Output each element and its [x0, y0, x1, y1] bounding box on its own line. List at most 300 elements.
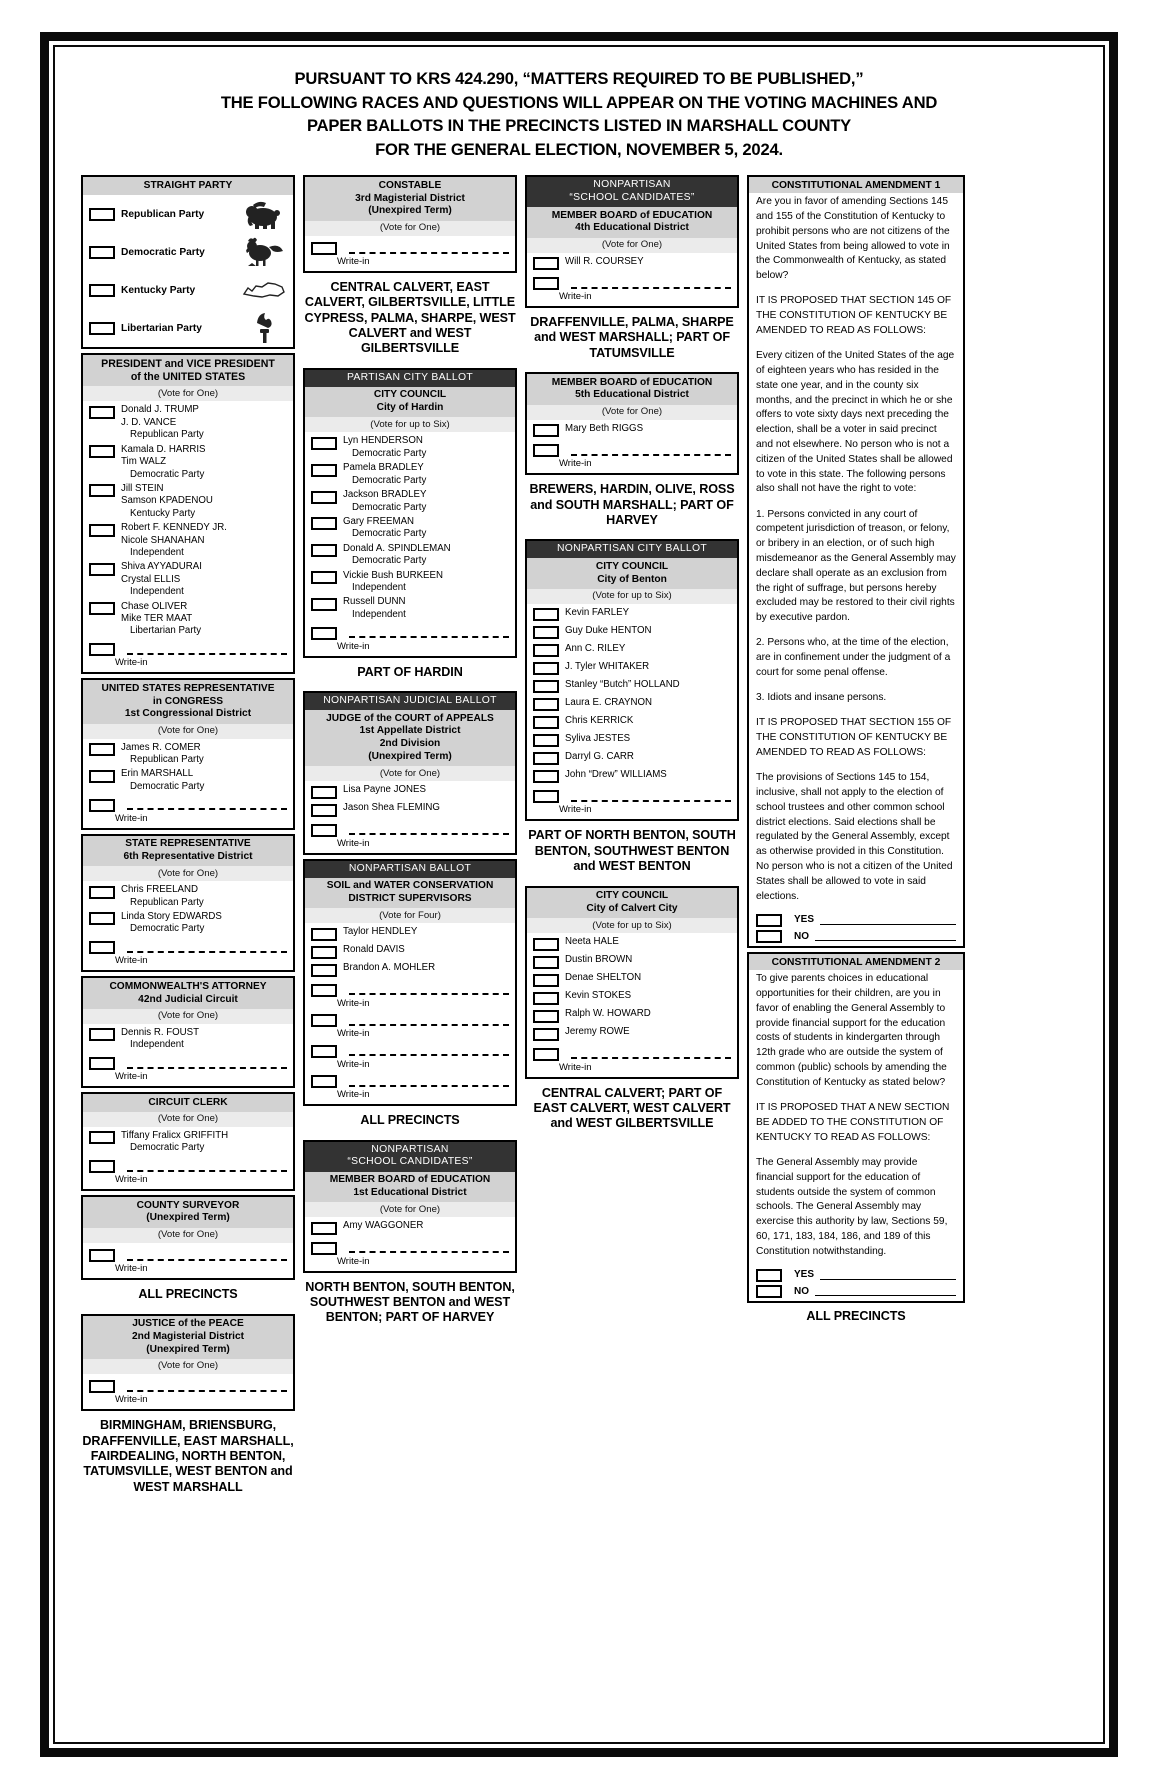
- contest-circuit-clerk: [81, 1092, 295, 1191]
- office-line-2: 4th Educational District: [575, 222, 689, 234]
- vote-box[interactable]: [533, 257, 559, 270]
- candidate-row[interactable]: [527, 972, 737, 988]
- vote-for-instruction: (Vote for One): [83, 1112, 293, 1127]
- vote-box[interactable]: [311, 1242, 337, 1255]
- write-in-row[interactable]: [527, 274, 737, 291]
- write-in-line[interactable]: [349, 1024, 509, 1026]
- president-candidates: [83, 401, 293, 672]
- office-line-1: PRESIDENT and VICE PRESIDENT: [101, 357, 275, 370]
- office-line-1: MEMBER BOARD of EDUCATION: [551, 376, 713, 388]
- candidate-row[interactable]: [527, 954, 737, 970]
- circuit-clerk-office-title: [83, 1094, 293, 1112]
- office-line-2: City of Benton: [597, 573, 667, 585]
- candidate-row[interactable]: [305, 784, 515, 800]
- precinct-caption: ALL PRECINCTS: [138, 1287, 238, 1302]
- write-in-row[interactable]: [83, 795, 293, 812]
- candidate-party: Independent: [130, 546, 184, 558]
- amendment-paragraph: 3. Idiots and insane persons.: [756, 692, 887, 704]
- vote-box[interactable]: [311, 786, 337, 799]
- write-in-line[interactable]: [127, 808, 287, 810]
- candidate-row[interactable]: [83, 522, 293, 559]
- vote-box[interactable]: [311, 544, 337, 557]
- candidate-row[interactable]: [527, 256, 737, 272]
- candidate-row[interactable]: [83, 404, 293, 441]
- precinct-caption: CENTRAL CALVERT, EAST CALVERT, GILBERTSVILLE, LITTLE CYPRESS, PALMA, SHARPE, WEST CALVERT and WEST GILBERTSVILLE: [304, 280, 516, 356]
- running-mate-name: J. D. VANCE: [121, 416, 177, 428]
- write-in-line[interactable]: [349, 993, 509, 995]
- candidate-row[interactable]: [527, 643, 737, 659]
- vote-box[interactable]: [89, 246, 115, 259]
- candidate-row[interactable]: [305, 489, 515, 514]
- candidate-name: Laura E. CRAYNON: [565, 696, 653, 708]
- vote-box[interactable]: [533, 698, 559, 711]
- write-in-row[interactable]: [305, 1041, 515, 1058]
- vote-box[interactable]: [311, 464, 337, 477]
- ballot-type-banner: NONPARTISAN BALLOT: [305, 861, 515, 878]
- running-mate-name: Crystal ELLIS: [121, 573, 181, 585]
- vote-for-instruction: (Vote for One): [527, 405, 737, 420]
- candidate-row[interactable]: [527, 607, 737, 623]
- vote-box[interactable]: [311, 598, 337, 611]
- write-in-row[interactable]: [305, 239, 515, 256]
- header-line-3: PAPER BALLOTS IN THE PRECINCTS LISTED IN MARSHALL COUNTY: [306, 116, 852, 136]
- vote-box[interactable]: [311, 964, 337, 977]
- candidate-name: Robert F. KENNEDY JR.: [121, 522, 227, 534]
- straight-party-democratic[interactable]: [83, 233, 293, 271]
- amendment-2-yes-option[interactable]: [749, 1265, 963, 1282]
- precinct-caption: NORTH BENTON, SOUTH BENTON, SOUTHWEST BENTON and WEST BENTON; PART OF HARVEY: [305, 1279, 515, 1325]
- candidate-name: Amy WAGGONER: [343, 1220, 424, 1232]
- vote-box[interactable]: [89, 799, 115, 812]
- candidate-row[interactable]: [527, 715, 737, 731]
- contest-justice-of-the-peace: [81, 1314, 295, 1412]
- soil-water-candidates: [305, 923, 515, 1104]
- party-label: Libertarian Party: [121, 322, 202, 334]
- vote-box[interactable]: [89, 941, 115, 954]
- benton-council-office-title: [527, 558, 737, 589]
- candidate-name: Donald J. TRUMP: [121, 404, 199, 416]
- write-in-label: Write-in: [559, 291, 592, 303]
- party-label: Kentucky Party: [121, 284, 196, 296]
- vote-for-instruction: (Vote for One): [83, 866, 293, 881]
- office-line-1: SOIL and WATER CONSERVATION: [326, 880, 494, 892]
- vote-box[interactable]: [89, 770, 115, 783]
- candidate-row[interactable]: [305, 570, 515, 595]
- vote-box[interactable]: [311, 627, 337, 640]
- write-in-line[interactable]: [571, 454, 731, 456]
- candidate-row[interactable]: [305, 962, 515, 978]
- candidate-row[interactable]: [527, 1026, 737, 1042]
- candidate-name: Lyn HENDERSON: [343, 435, 423, 447]
- vote-box[interactable]: [311, 517, 337, 530]
- torch-emblem: [241, 311, 287, 345]
- banner-line-2: “SCHOOL CANDIDATES”: [347, 1156, 473, 1168]
- candidate-party: Libertarian Party: [130, 625, 202, 637]
- vote-box[interactable]: [533, 644, 559, 657]
- candidate-row[interactable]: [83, 742, 293, 767]
- candidate-name: Denae SHELTON: [565, 972, 642, 984]
- vote-box[interactable]: [89, 322, 115, 335]
- write-in-label: Write-in: [337, 1255, 370, 1267]
- candidate-name: Will R. COURSEY: [565, 255, 644, 267]
- us-rep-office-title: [83, 680, 293, 723]
- vote-box[interactable]: [756, 930, 782, 943]
- candidate-name: Tiffany Fralicx GRIFFITH: [121, 1129, 229, 1141]
- amendment-1-no-option[interactable]: [749, 927, 963, 944]
- write-in-row[interactable]: [305, 623, 515, 640]
- write-in-row[interactable]: [83, 640, 293, 657]
- vote-box[interactable]: [89, 1380, 115, 1393]
- candidate-row[interactable]: [83, 911, 293, 936]
- write-in-line[interactable]: [127, 1067, 287, 1069]
- amendment-1-yes-option[interactable]: [749, 910, 963, 927]
- office-line-1: COMMONWEALTH'S ATTORNEY: [109, 980, 267, 992]
- office-line-1: UNITED STATES REPRESENTATIVE: [101, 682, 275, 694]
- office-line-3: 2nd Division: [379, 738, 441, 750]
- vote-box[interactable]: [533, 974, 559, 987]
- write-in-line[interactable]: [349, 1085, 509, 1087]
- vote-box[interactable]: [533, 608, 559, 621]
- vote-box[interactable]: [89, 284, 115, 297]
- vote-box[interactable]: [533, 752, 559, 765]
- amendment-paragraph: To give parents choices in educational opportunities for their children, are you in favor of enabling the General Assembly to provide financial support for the education costs of students in kindergarten through 12th grade who are outside the system of common (public) schools by amending the Constitution of Kentucky as stated below?: [756, 973, 947, 1088]
- precinct-caption: PART OF HARDIN: [357, 664, 463, 679]
- circuit-clerk-candidates: [83, 1127, 293, 1189]
- write-in-line[interactable]: [127, 1170, 287, 1172]
- candidate-name: Lisa Payne JONES: [343, 784, 426, 796]
- vote-box[interactable]: [89, 445, 115, 458]
- contest-constable: [303, 175, 517, 273]
- candidate-name: James R. COMER: [121, 741, 201, 753]
- us-rep-candidates: [83, 739, 293, 828]
- write-in-line[interactable]: [571, 287, 731, 289]
- vote-box[interactable]: [311, 928, 337, 941]
- vote-box[interactable]: [89, 406, 115, 419]
- write-in-line[interactable]: [349, 1054, 509, 1056]
- vote-box[interactable]: [533, 424, 559, 437]
- candidate-name: Linda Story EDWARDS: [121, 910, 222, 922]
- contest-soil-water-supervisors: [303, 859, 517, 1107]
- write-in-row[interactable]: [305, 820, 515, 837]
- vote-box[interactable]: [89, 1028, 115, 1041]
- ballot-notice-page: [40, 32, 1118, 1757]
- candidate-row[interactable]: [83, 1027, 293, 1052]
- candidate-party: Republican Party: [130, 896, 204, 908]
- vote-for-instruction: (Vote for up to Six): [305, 417, 515, 432]
- vote-box[interactable]: [533, 1010, 559, 1023]
- write-in-line[interactable]: [127, 1259, 287, 1261]
- candidate-row[interactable]: [83, 601, 293, 638]
- office-line-2: 6th Representative District: [123, 850, 253, 862]
- write-in-line[interactable]: [127, 1390, 287, 1392]
- candidate-name: Guy Duke HENTON: [565, 624, 652, 636]
- write-in-row[interactable]: [527, 787, 737, 804]
- write-in-label: Write-in: [337, 837, 370, 849]
- candidate-name: Chris FREELAND: [121, 884, 198, 896]
- ballot-type-banner: NONPARTISAN JUDICIAL BALLOT: [305, 693, 515, 710]
- vote-box[interactable]: [89, 524, 115, 537]
- candidate-name: Ann C. RILEY: [565, 642, 626, 654]
- vote-box[interactable]: [533, 770, 559, 783]
- vote-box[interactable]: [311, 491, 337, 504]
- banner-line-2: “SCHOOL CANDIDATES”: [569, 191, 695, 203]
- candidate-party: Democratic Party: [352, 474, 427, 486]
- write-in-line[interactable]: [127, 951, 287, 953]
- contest-school-board-1st-district: [303, 1140, 517, 1273]
- office-line-2: 2nd Magisterial District: [131, 1330, 245, 1342]
- office-line-2: City of Hardin: [376, 402, 444, 414]
- candidate-name: Stanley “Butch” HOLLAND: [565, 678, 680, 690]
- contest-county-surveyor: [81, 1195, 295, 1280]
- running-mate-name: Tim WALZ: [121, 456, 167, 468]
- vote-box[interactable]: [89, 1160, 115, 1173]
- candidate-name: Jackson BRADLEY: [343, 489, 427, 501]
- vote-box[interactable]: [89, 484, 115, 497]
- candidate-name: Darryl G. CARR: [565, 750, 634, 762]
- write-in-line[interactable]: [349, 252, 509, 254]
- candidate-party: Independent: [130, 586, 184, 598]
- candidate-row[interactable]: [527, 769, 737, 785]
- office-line-1: STATE REPRESENTATIVE: [125, 838, 251, 850]
- vote-box[interactable]: [311, 1045, 337, 1058]
- candidate-name: Chase OLIVER: [121, 600, 188, 612]
- candidate-row[interactable]: [83, 768, 293, 793]
- vote-box[interactable]: [89, 208, 115, 221]
- vote-box[interactable]: [533, 680, 559, 693]
- commonwealth-attorney-office-title: [83, 978, 293, 1009]
- write-in-row[interactable]: [305, 1072, 515, 1089]
- contest-benton-city-council: [525, 539, 739, 821]
- amendment-paragraph: The General Assembly may provide financial support for the education of students outside the system of common schools. The General Assembly may exercise this authority by law, Sections 59, 60, 171, 183, 184, 186, and 189 of this Constitution notwithstanding.: [756, 1156, 948, 1257]
- candidate-row[interactable]: [527, 733, 737, 749]
- school4-candidates: [527, 253, 737, 307]
- write-in-row[interactable]: [305, 1011, 515, 1028]
- write-in-line[interactable]: [349, 636, 509, 638]
- write-in-line[interactable]: [349, 1251, 509, 1253]
- header-line-4: FOR THE GENERAL ELECTION, NOVEMBER 5, 2024.: [375, 139, 783, 159]
- candidate-row[interactable]: [83, 561, 293, 598]
- candidate-party: Independent: [130, 1039, 184, 1051]
- amendment-1-title: CONSTITUTIONAL AMENDMENT 1: [749, 177, 963, 193]
- candidate-name: Pamela BRADLEY: [343, 462, 424, 474]
- state-rep-candidates: [83, 881, 293, 970]
- candidate-row[interactable]: [305, 435, 515, 460]
- write-in-row[interactable]: [83, 1054, 293, 1071]
- precinct-caption: BREWERS, HARDIN, OLIVE, ROSS and SOUTH MARSHALL; PART OF HARVEY: [529, 482, 735, 527]
- candidate-row[interactable]: [305, 802, 515, 818]
- write-in-row[interactable]: [305, 1238, 515, 1255]
- write-in-row[interactable]: [83, 1157, 293, 1174]
- vote-box[interactable]: [89, 886, 115, 899]
- page-title: [63, 51, 1095, 171]
- header-line-1: PURSUANT TO KRS 424.290, “MATTERS REQUIRED TO BE PUBLISHED,”: [294, 69, 864, 88]
- rooster-emblem: [241, 235, 287, 269]
- benton-council-candidates: [527, 604, 737, 820]
- constable-office-title: [305, 177, 515, 220]
- write-in-row[interactable]: [83, 938, 293, 955]
- contest-president: [81, 353, 295, 674]
- write-in-label: Write-in: [115, 1394, 148, 1406]
- elephant-emblem: [241, 197, 287, 231]
- vote-box[interactable]: [89, 563, 115, 576]
- straight-party-republican[interactable]: [83, 195, 293, 233]
- vote-box[interactable]: [311, 1075, 337, 1088]
- write-in-label: Write-in: [337, 640, 370, 652]
- candidate-row[interactable]: [305, 516, 515, 541]
- candidate-row[interactable]: [83, 483, 293, 520]
- vote-box[interactable]: [533, 790, 559, 803]
- candidate-name: Jeremy ROWE: [565, 1026, 630, 1038]
- candidate-party: Democratic Party: [352, 528, 427, 540]
- vote-for-instruction: (Vote for One): [305, 221, 515, 236]
- vote-box[interactable]: [756, 914, 782, 927]
- candidate-row[interactable]: [83, 884, 293, 909]
- vote-for-instruction: (Vote for One): [83, 1009, 293, 1024]
- vote-box[interactable]: [311, 1014, 337, 1027]
- banner-line-1: NONPARTISAN: [593, 179, 671, 191]
- amendment-1-body: [749, 193, 963, 910]
- candidate-row[interactable]: [527, 936, 737, 952]
- candidate-party: Democratic Party: [130, 1142, 205, 1154]
- candidate-party: Democratic Party: [130, 923, 205, 935]
- candidate-row[interactable]: [527, 661, 737, 677]
- write-in-label: Write-in: [115, 657, 148, 669]
- candidate-party: Democratic Party: [352, 501, 427, 513]
- write-in-line[interactable]: [349, 833, 509, 835]
- write-in-label: Write-in: [115, 812, 148, 824]
- vote-box[interactable]: [756, 1285, 782, 1298]
- vote-box[interactable]: [533, 1028, 559, 1041]
- candidate-row[interactable]: [527, 423, 737, 439]
- candidate-row[interactable]: [527, 1008, 737, 1024]
- write-in-line[interactable]: [127, 653, 287, 655]
- vote-box[interactable]: [89, 1057, 115, 1070]
- vote-box[interactable]: [311, 824, 337, 837]
- vote-box[interactable]: [533, 956, 559, 969]
- candidate-party: Independent: [352, 581, 406, 593]
- contest-state-representative: [81, 834, 295, 973]
- write-in-row[interactable]: [305, 980, 515, 997]
- straight-party-kentucky[interactable]: [83, 271, 293, 309]
- write-in-row[interactable]: [83, 1246, 293, 1263]
- precinct-caption: BIRMINGHAM, BRIENSBURG, DRAFFENVILLE, EAST MARSHALL, FAIRDEALING, NORTH BENTON, TATUMSVILLE, WEST BENTON and WEST MARSHALL: [82, 1418, 294, 1494]
- vote-box[interactable]: [533, 992, 559, 1005]
- candidate-row[interactable]: [305, 944, 515, 960]
- candidate-row[interactable]: [83, 444, 293, 481]
- vote-box[interactable]: [311, 1222, 337, 1235]
- candidate-row[interactable]: [527, 990, 737, 1006]
- office-line-2: 1st Appellate District: [359, 725, 461, 737]
- vote-box[interactable]: [756, 1269, 782, 1282]
- write-in-row[interactable]: [527, 441, 737, 458]
- party-label: Democratic Party: [121, 246, 205, 258]
- office-line-1: MEMBER BOARD of EDUCATION: [551, 209, 713, 221]
- candidate-name: Brandon A. MOHLER: [343, 962, 436, 974]
- ballot-type-banner: [527, 177, 737, 207]
- vote-box[interactable]: [89, 1131, 115, 1144]
- precinct-caption: CENTRAL CALVERT; PART OF EAST CALVERT, WEST CALVERT and WEST GILBERTSVILLE: [533, 1085, 731, 1131]
- candidate-party: Republican Party: [130, 429, 204, 441]
- write-in-label: Write-in: [337, 1028, 370, 1040]
- straight-party-title: STRAIGHT PARTY: [83, 177, 293, 195]
- candidate-row[interactable]: [305, 596, 515, 621]
- vote-box[interactable]: [533, 277, 559, 290]
- office-line-1: CIRCUIT CLERK: [148, 1096, 228, 1108]
- vote-box[interactable]: [533, 716, 559, 729]
- straight-party-options: [83, 195, 293, 347]
- calvert-council-office-title: [527, 888, 737, 919]
- ballot-type-banner: [305, 1142, 515, 1172]
- option-rule: [815, 1286, 956, 1296]
- vote-box[interactable]: [533, 662, 559, 675]
- write-in-row[interactable]: [83, 1377, 293, 1394]
- vote-box[interactable]: [533, 1048, 559, 1061]
- candidate-row[interactable]: [83, 1130, 293, 1155]
- vote-box[interactable]: [89, 643, 115, 656]
- candidate-party: Democratic Party: [352, 555, 427, 567]
- write-in-row[interactable]: [527, 1044, 737, 1061]
- ballot-type-banner: NONPARTISAN CITY BALLOT: [527, 541, 737, 558]
- candidate-name: Kevin FARLEY: [565, 606, 630, 618]
- vote-box[interactable]: [311, 984, 337, 997]
- amendment-2-no-option[interactable]: [749, 1282, 963, 1299]
- vote-box[interactable]: [89, 1249, 115, 1262]
- vote-box[interactable]: [533, 734, 559, 747]
- candidate-row[interactable]: [527, 625, 737, 641]
- vote-box[interactable]: [311, 437, 337, 450]
- banner-line-1: NONPARTISAN: [371, 1143, 449, 1155]
- candidate-row[interactable]: [527, 679, 737, 695]
- write-in-line[interactable]: [571, 800, 731, 802]
- vote-box[interactable]: [89, 602, 115, 615]
- running-mate-name: Samson KPADENOU: [121, 495, 213, 507]
- vote-box[interactable]: [311, 571, 337, 584]
- amendment-paragraph: IT IS PROPOSED THAT SECTION 145 OF THE CONSTITUTION OF KENTUCKY BE AMENDED TO READ AS FOLLOWS:: [756, 295, 952, 336]
- option-rule: [815, 931, 956, 941]
- no-label: NO: [794, 930, 809, 942]
- write-in-label: Write-in: [337, 997, 370, 1009]
- vote-box[interactable]: [89, 912, 115, 925]
- constitutional-amendment-2: [747, 952, 965, 1303]
- candidate-row[interactable]: [305, 462, 515, 487]
- vote-box[interactable]: [311, 804, 337, 817]
- vote-box[interactable]: [89, 743, 115, 756]
- vote-for-instruction: (Vote for One): [83, 1359, 293, 1374]
- amendment-paragraph: Are you in favor of amending Sections 145 and 155 of the Constitution of Kentucky to prohibit persons who are not citizens of the United States from being allowed to vote in the Commonwealth of Kentucky, as stated below?: [756, 196, 950, 282]
- office-line-2: 5th Educational District: [575, 389, 689, 401]
- candidate-row[interactable]: [305, 543, 515, 568]
- write-in-label: Write-in: [337, 256, 370, 267]
- contest-hardin-city-council: [303, 368, 517, 658]
- vote-box[interactable]: [533, 938, 559, 951]
- vote-box[interactable]: [533, 626, 559, 639]
- write-in-line[interactable]: [571, 1057, 731, 1059]
- candidate-row[interactable]: [305, 926, 515, 942]
- constable-candidates: [305, 236, 515, 272]
- candidate-row[interactable]: [527, 751, 737, 767]
- write-in-label: Write-in: [559, 1061, 592, 1073]
- candidate-row[interactable]: [527, 697, 737, 713]
- ballot-columns: [63, 171, 1095, 1506]
- county-surveyor-office-title: [83, 1197, 293, 1228]
- vote-box[interactable]: [533, 444, 559, 457]
- candidate-name: Jill STEIN: [121, 482, 164, 494]
- candidate-row[interactable]: [305, 1220, 515, 1236]
- vote-box[interactable]: [311, 242, 337, 255]
- candidate-name: Russell DUNN: [343, 596, 406, 608]
- straight-party-libertarian[interactable]: [83, 309, 293, 347]
- vote-box[interactable]: [311, 946, 337, 959]
